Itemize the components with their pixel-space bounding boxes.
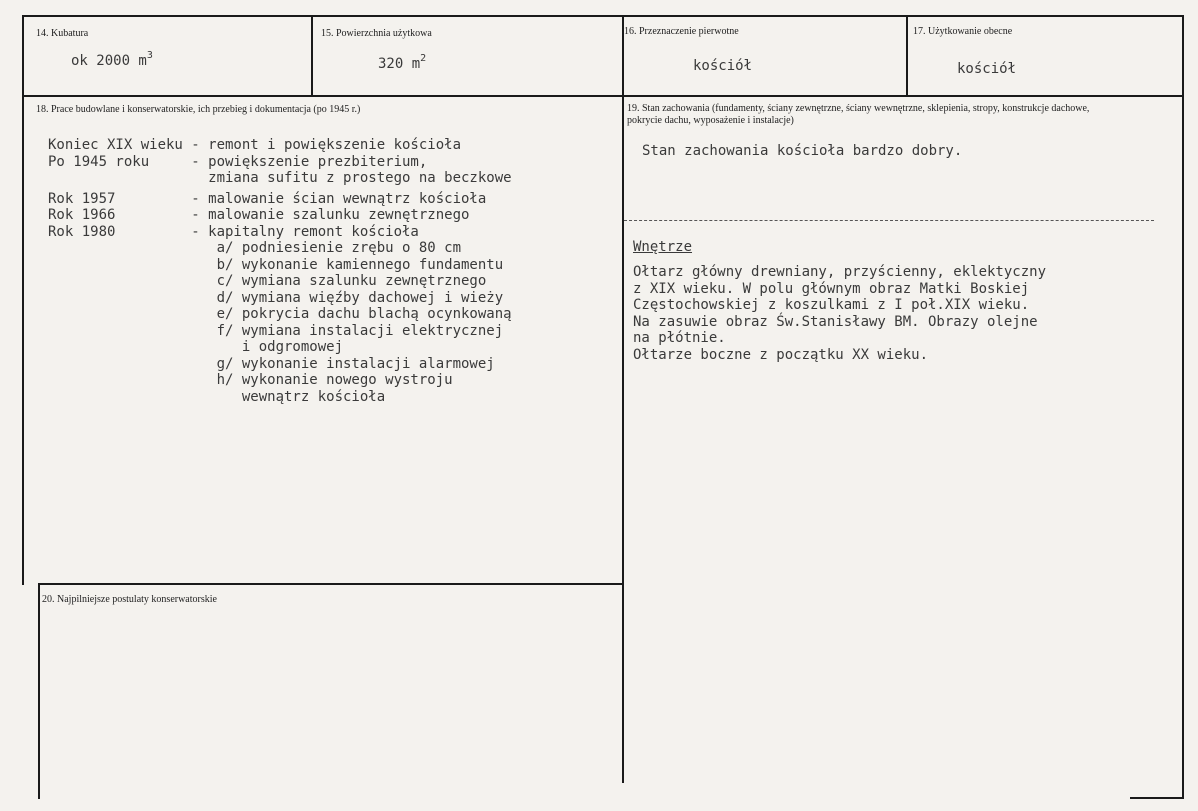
interior-description <box>633 264 1046 363</box>
interior-line: Częstochowskiej z koszulkami z I poł.XIX wieku. <box>633 297 1030 313</box>
work-entry: Rok 1957 - malowanie ścian wewnątrz kościoła <box>48 190 487 207</box>
left-border <box>22 15 24 585</box>
field20-left-border <box>38 583 40 799</box>
interior-line: z XIX wieku. W polu głównym obraz Matki Boskiej <box>633 280 1030 297</box>
right-border <box>1182 15 1184 799</box>
field-18-entries <box>48 137 512 405</box>
dashed-separator <box>624 220 1154 221</box>
work-subentry: i odgromowej <box>48 339 344 355</box>
work-subentry: c/ wymiana szalunku zewnętrznego <box>48 273 487 289</box>
interior-line: na płótnie. <box>633 330 726 346</box>
work-subentry: b/ wykonanie kamiennego fundamentu <box>48 256 504 273</box>
center-divider <box>622 15 624 783</box>
field-17-label: 17. Użytkowanie obecne <box>913 26 1013 37</box>
field-14-value: ok 2000 $m^3$ <box>71 50 153 69</box>
field-19-label-line1: 19. Stan zachowania (fundamenty, ściany zewnętrzne, ściany wewnętrzne, sklepienia, stropy, konstrukcje dachowe, <box>627 103 1090 114</box>
field20-top-border <box>38 583 624 585</box>
divider-14-15 <box>311 15 313 96</box>
field-15-label: 15. Powierzchnia użytkowa <box>321 28 432 39</box>
work-subentry: wewnątrz kościoła <box>48 388 386 405</box>
interior-line: Na zasuwie obraz Św.Stanisławy BM. Obrazy olejne <box>633 313 1038 330</box>
work-entry: Koniec XIX wieku - remont i powiększenie kościoła <box>48 137 462 153</box>
field-19-label-line2: pokrycie dachu, wyposażenie i instalacje) <box>627 115 794 126</box>
work-entry: Rok 1966 - malowanie szalunku zewnętrznego <box>48 207 470 223</box>
work-entry: Rok 1980 - kapitalny remont kościoła <box>48 223 419 240</box>
divider-16-17 <box>906 15 908 96</box>
work-subentry: d/ wymiana więźby dachowej i wieży <box>48 289 504 306</box>
field-14-label: 14. Kubatura <box>36 28 89 39</box>
field-17-value: kościół <box>957 61 1017 77</box>
work-subentry: f/ wymiana instalacji elektrycznej <box>48 322 504 339</box>
field-16-label: 16. Przeznaczenie pierwotne <box>624 26 739 37</box>
work-entry: zmiana sufitu z prostego na beczkowe <box>48 170 512 186</box>
row1-bottom-border <box>22 95 1184 97</box>
interior-line: Ołtarz główny drewniany, przyścienny, eklektyczny <box>633 264 1047 280</box>
work-subentry: a/ podniesienie zrębu o 80 cm <box>48 240 462 256</box>
work-subentry: g/ wykonanie instalacji alarmowej <box>48 355 495 372</box>
condition-statement: Stan zachowania kościoła bardzo dobry. <box>642 143 963 159</box>
field-15-value: 320 $m^2$ <box>378 53 427 72</box>
field-16-value: kościół <box>693 58 753 74</box>
interior-line: Ołtarze boczne z początku XX wieku. <box>633 346 929 363</box>
field-18-label: 18. Prace budowlane i konserwatorskie, ich przebieg i dokumentacja (po 1945 r.) <box>36 104 361 115</box>
work-subentry: h/ wykonanie nowego wystroju <box>48 372 453 388</box>
interior-heading: Wnętrze <box>633 239 693 255</box>
work-subentry: e/ pokrycia dachu blachą ocynkowaną <box>48 306 512 322</box>
field19-bottom-segment <box>1130 797 1184 799</box>
top-border <box>22 15 1184 17</box>
field-20-label: 20. Najpilniejsze postulaty konserwatorskie <box>42 594 217 605</box>
work-entry: Po 1945 roku - powiększenie prezbiterium, <box>48 153 428 170</box>
